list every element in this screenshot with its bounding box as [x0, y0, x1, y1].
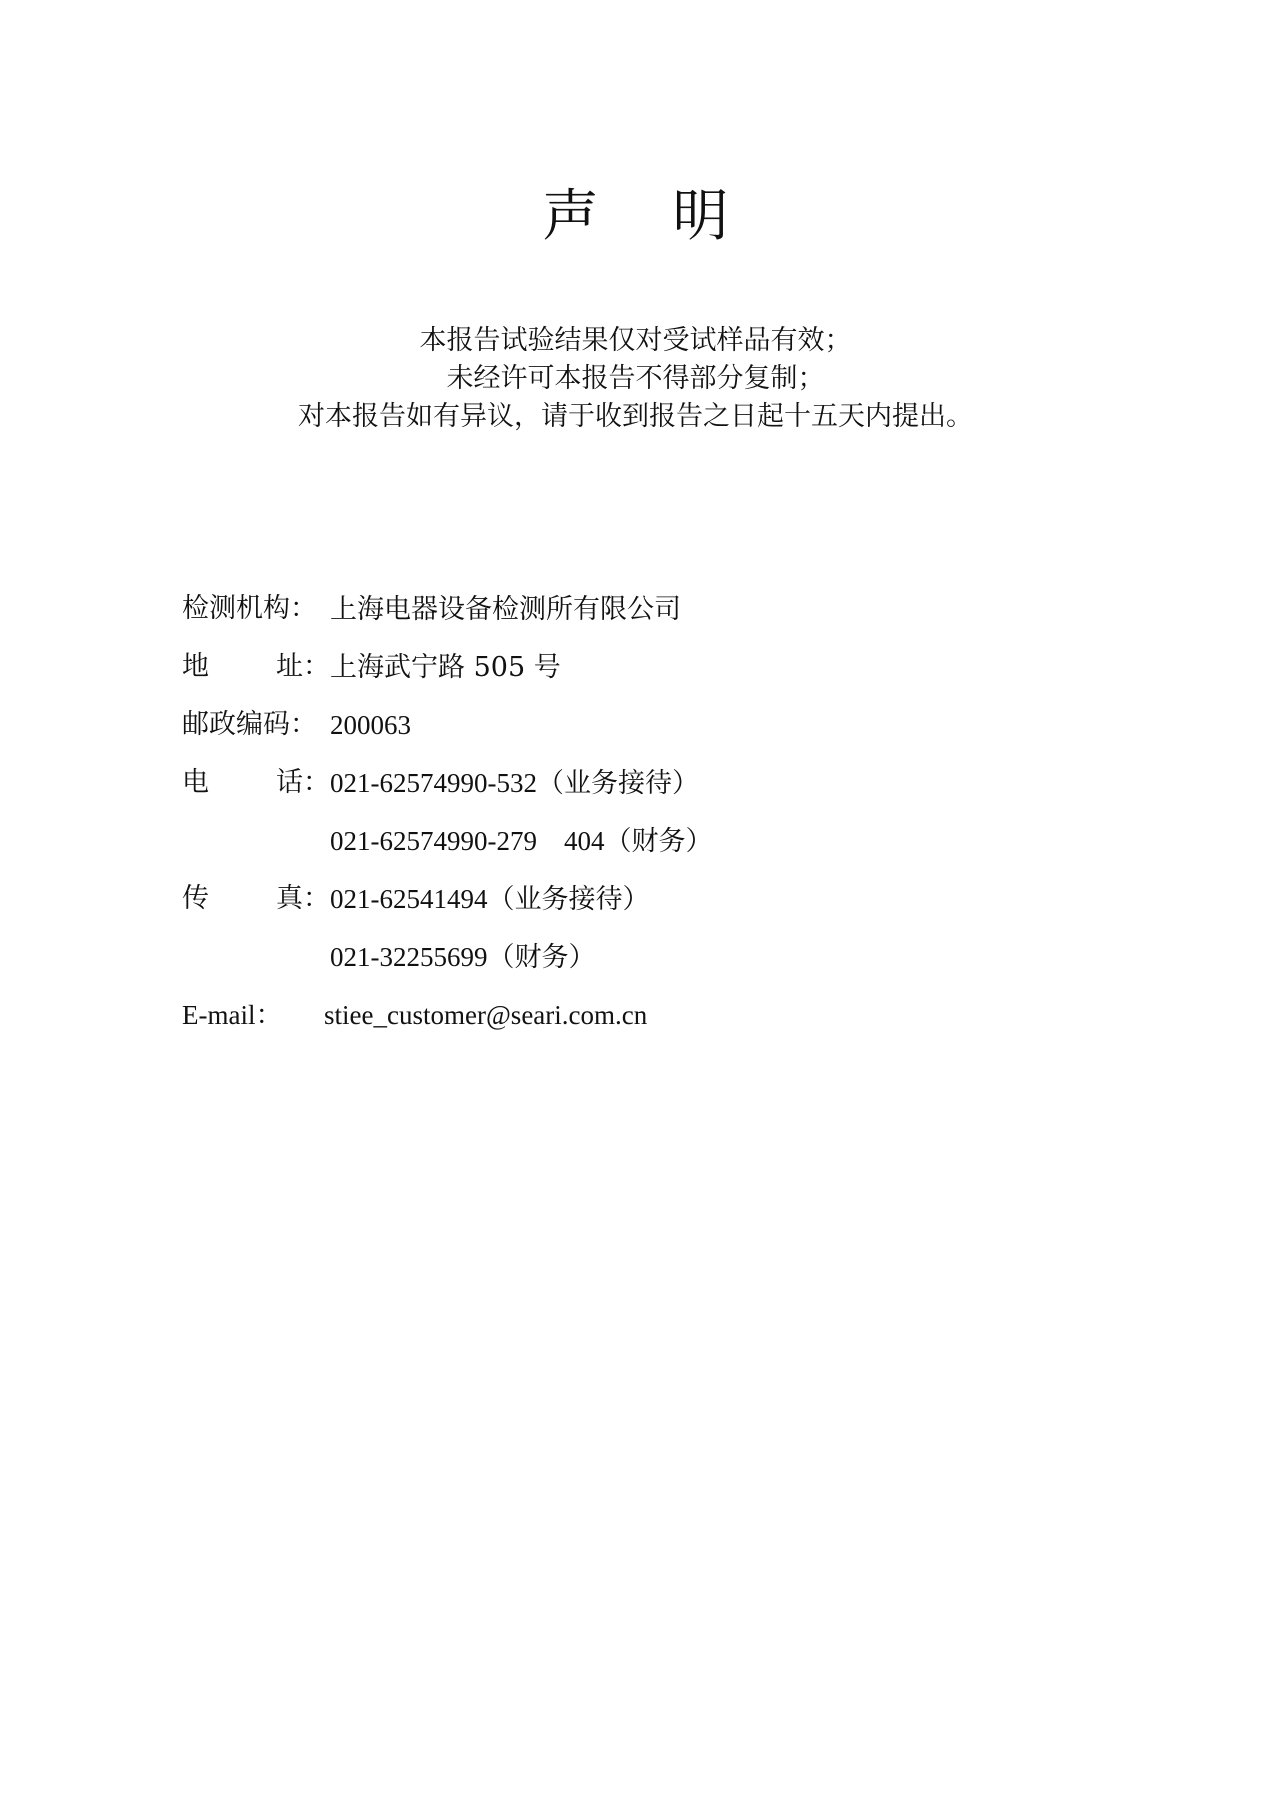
title-char-1: 声 [542, 184, 599, 249]
email-label: E-mail： [182, 1000, 283, 1030]
address-value: 上海武宁路 505 号 [330, 652, 561, 683]
fax-label: 传 真： [182, 883, 330, 914]
postcode-label: 邮政编码： [182, 709, 317, 740]
fax-value-business: 021-62541494（业务接待） [330, 884, 650, 914]
notice-line-1: 本报告试验结果仅对受试样品有效； [419, 325, 852, 356]
fax-value-finance: 021-32255699（财务） [330, 942, 596, 972]
notice-line-2: 未经许可本报告不得部分复制； [446, 363, 825, 394]
notice-block [0, 322, 1271, 436]
email-value: stiee_customer@seari.com.cn [324, 1000, 648, 1030]
org-label: 检测机构： [182, 593, 317, 624]
postcode-value: 200063 [330, 710, 411, 740]
org-value: 上海电器设备检测所有限公司 [330, 594, 681, 625]
phone-label: 电 话： [182, 767, 330, 798]
phone-value-finance: 021-62574990-279 404（财务） [330, 826, 713, 856]
phone-value-business: 021-62574990-532（业务接待） [330, 768, 699, 798]
title-char-2: 明 [672, 184, 729, 249]
notice-line-3: 对本报告如有异议，请于收到报告之日起十五天内提出。 [298, 401, 973, 432]
page-title [0, 182, 1271, 252]
address-label: 地 址： [182, 651, 330, 682]
